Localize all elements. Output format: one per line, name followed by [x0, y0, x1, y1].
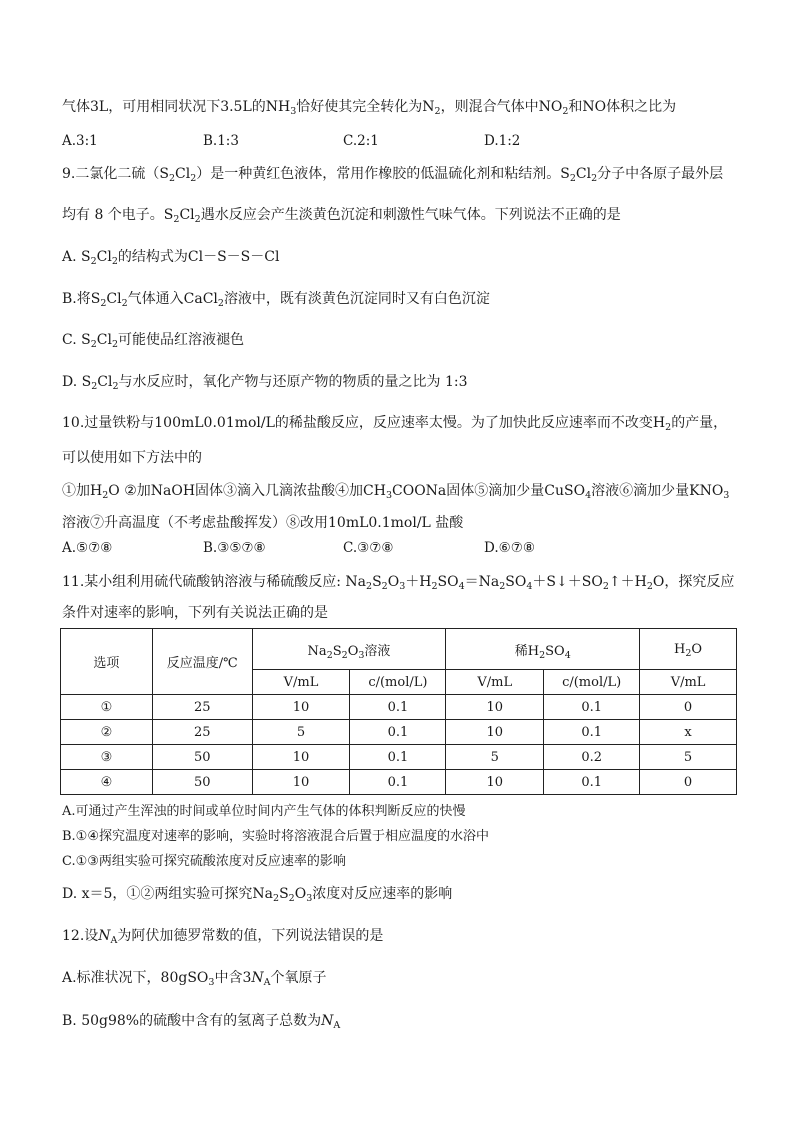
q11-stem-line-2: 条件对速率的影响，下列有关说法正确的是 — [62, 605, 328, 621]
q12-option-b: B. 50g98%的硫酸中含有的氢离子总数为$N_A$ — [62, 1013, 341, 1031]
subheader-cell: c/(mol/L) — [544, 670, 640, 695]
q9-stem-line-1: 9.二氯化二硫$(S_2Cl_2)$是一种黄红色液体，常用作橡胶的低温硫化剂和粘结剂。$S_2Cl_2$分子中各原子最外层 — [62, 166, 724, 184]
table-cell: ④ — [61, 770, 153, 795]
table-cell: x — [640, 720, 737, 745]
subheader-cell: V/mL — [640, 670, 737, 695]
table-cell: 0.1 — [544, 720, 640, 745]
q8-stem-line: 气体3L，可用相同状况下3.5L的$NH_3$恰好使其完全转化为$N_2$，则混合气体中$NO_2$和NO体积之比为 — [62, 99, 677, 117]
table-cell: 10 — [252, 695, 350, 720]
q10-option-d: D.⑥⑦⑧ — [484, 540, 535, 556]
table-row — [61, 745, 737, 770]
header-temperature: 反应温度/℃ — [152, 629, 252, 695]
q9-option-d: D. $S_2Cl_2$与水反应时，氧化产物与还原产物的物质的量之比为 1:3 — [62, 374, 468, 392]
subheader-cell: c/(mol/L) — [350, 670, 446, 695]
q11-option-d: D. x＝5，①②两组实验可探究$Na_2S_2O_3$浓度对反应速率的影响 — [62, 886, 453, 904]
q10-stem-line-1: 10.过量铁粉与100mL0.01mol/L的稀盐酸反应，反应速率太慢。为了加快此反应速率而不改变$H_2$的产量， — [62, 415, 728, 433]
table-cell: 50 — [152, 770, 252, 795]
q9-stem-line-2: 均有 8 个电子。$S_2Cl_2$遇水反应会产生淡黄色沉淀和刺激性气味气体。下列说法不正确的是 — [62, 207, 621, 225]
table-header-row — [61, 629, 737, 670]
table-cell: 0.1 — [350, 745, 446, 770]
q11-option-a: A.可通过产生浑浊的时间或单位时间内产生气体的体积判断反应的快慢 — [62, 804, 466, 819]
q11-option-c: C.①③两组实验可探究硫酸浓度对反应速率的影响 — [62, 854, 346, 869]
header-option: 选项 — [61, 629, 153, 695]
table-cell: 50 — [152, 745, 252, 770]
table-cell: 10 — [446, 695, 544, 720]
q11-option-b: B.①④探究温度对速率的影响，实验时将溶液混合后置于相应温度的水浴中 — [62, 829, 489, 844]
table-cell: 0 — [640, 770, 737, 795]
table-cell: 10 — [446, 720, 544, 745]
table-cell: 25 — [152, 695, 252, 720]
table-cell: 0.1 — [350, 695, 446, 720]
q9-option-c: C. $S_2Cl_2$可能使品红溶液褪色 — [62, 332, 245, 350]
q10-methods-line-1: ①加$H_2O$ ②加NaOH固体③滴入几滴浓盐酸④加$CH_3COONa$固体⑤滴加少量CuSO$_4$溶液⑥滴加少量$KNO_3$ — [62, 483, 730, 501]
q12-option-a: A.标准状况下，80gSO$_3$中含$3N_A$个氧原子 — [62, 970, 327, 988]
table-cell: 5 — [252, 720, 350, 745]
table-cell: 10 — [252, 770, 350, 795]
q10-option-b: B.③⑤⑦⑧ — [203, 540, 266, 556]
table-cell: 10 — [252, 745, 350, 770]
q12-stem: 12.设$N_A$为阿伏加德罗常数的值，下列说法错误的是 — [62, 928, 384, 946]
q8-option-c: C.2:1 — [343, 133, 379, 149]
q10-option-c: C.③⑦⑧ — [343, 540, 394, 556]
q8-option-d: D.1:2 — [484, 133, 521, 149]
q10-methods-line-2: 溶液⑦升高温度（不考虑盐酸挥发）⑧改用10mL0.1mol/L 盐酸 — [62, 515, 464, 531]
table-cell: ③ — [61, 745, 153, 770]
q10-stem-line-2: 可以使用如下方法中的 — [62, 450, 202, 466]
header-dilute-h2so4: 稀$H_2SO_4$ — [446, 629, 640, 670]
header-na2s2o3-solution: $Na_2S_2O_3$溶液 — [252, 629, 446, 670]
table-cell: 0.2 — [544, 745, 640, 770]
table-cell: 5 — [446, 745, 544, 770]
q11-stem-line-1: 11.某小组利用硫代硫酸钠溶液与稀硫酸反应: $Na_2S_2O_3+H_2SO_4=Na_2SO_4+S↓+SO_2↑+H_2O$，探究反应 — [62, 574, 735, 592]
q8-option-a: A.3:1 — [62, 133, 98, 149]
table-cell: ① — [61, 695, 153, 720]
q10-option-a: A.⑤⑦⑧ — [62, 540, 113, 556]
table-cell: 0.1 — [544, 695, 640, 720]
table-cell: 25 — [152, 720, 252, 745]
q9-option-a: A. $S_2Cl_2$的结构式为Cl－S－S－Cl — [62, 249, 280, 267]
experiment-table — [60, 628, 737, 795]
q9-option-b: B.将$S_2Cl_2$气体通入CaCl$_2$溶液中，既有淡黄色沉淀同时又有白色沉淀 — [62, 291, 490, 309]
table-cell: 0.1 — [544, 770, 640, 795]
table-cell: ② — [61, 720, 153, 745]
header-water: $H_2O$ — [640, 629, 737, 670]
table-cell: 0.1 — [350, 720, 446, 745]
subheader-cell: V/mL — [446, 670, 544, 695]
table-row — [61, 770, 737, 795]
table-cell: 0.1 — [350, 770, 446, 795]
subheader-cell: V/mL — [252, 670, 350, 695]
q8-option-b: B.1:3 — [203, 133, 239, 149]
table-row — [61, 720, 737, 745]
table-cell: 10 — [446, 770, 544, 795]
table-cell: 5 — [640, 745, 737, 770]
table-row — [61, 695, 737, 720]
table-cell: 0 — [640, 695, 737, 720]
